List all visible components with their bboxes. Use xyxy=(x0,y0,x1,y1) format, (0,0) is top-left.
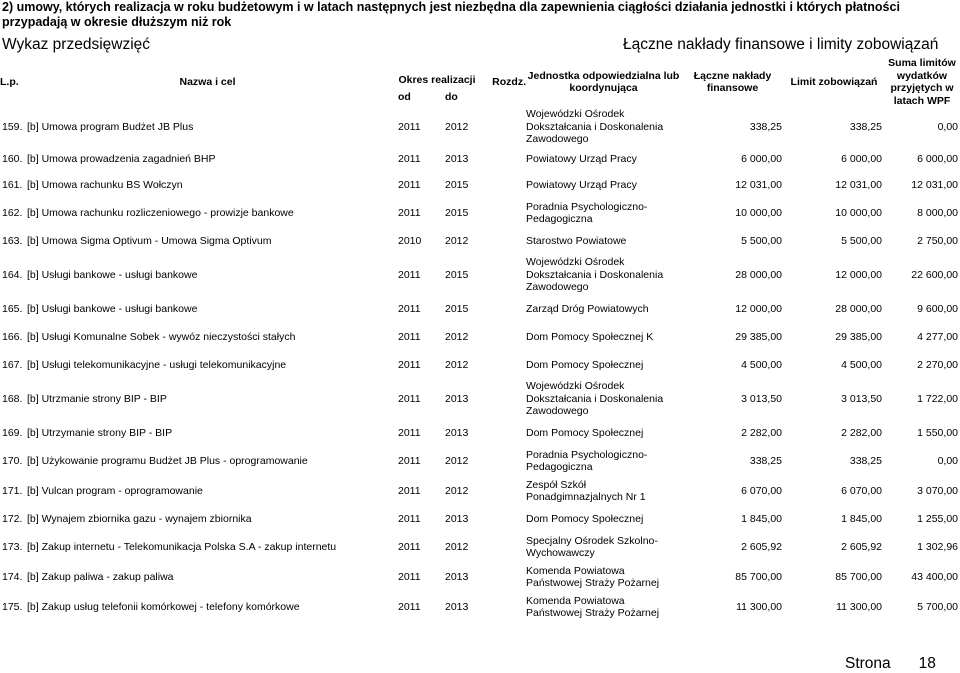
row-limit: 1 845,00 xyxy=(841,513,882,525)
row-limit: 12 000,00 xyxy=(835,269,882,281)
col-unit: Jednostka odpowiedzialna lub koordynująca xyxy=(527,69,680,94)
row-section xyxy=(486,146,526,172)
row-section xyxy=(486,198,526,228)
row-name: [b] Utrzmanie strony BIP - BIP xyxy=(27,393,167,405)
row-lp: 173. xyxy=(2,541,23,553)
row-section xyxy=(486,506,526,532)
row-sum: 43 400,00 xyxy=(911,571,958,583)
row-sum: 4 277,00 xyxy=(917,331,958,343)
table-row xyxy=(0,592,960,622)
row-name: [b] Umowa program Budżet JB Plus xyxy=(27,121,194,133)
row-to: 2012 xyxy=(445,359,469,371)
row-unit: Dom Pomocy Społecznej xyxy=(526,358,644,371)
row-name: [b] Usługi telekomunikacyjne - usługi telekomunikacyjne xyxy=(27,359,287,371)
row-limit: 11 300,00 xyxy=(836,601,882,613)
row-to: 2015 xyxy=(445,303,469,315)
row-total: 5 500,00 xyxy=(741,235,782,247)
table-row xyxy=(0,296,960,322)
table-row xyxy=(0,476,960,506)
row-total: 3 013,50 xyxy=(741,393,782,405)
row-sum: 22 600,00 xyxy=(911,269,958,281)
col-limit: Limit zobowiązań xyxy=(790,75,878,88)
row-section xyxy=(486,532,526,562)
row-name: [b] Umowa rachunku rozliczeniowego - prowizje bankowe xyxy=(27,207,294,219)
table-row xyxy=(0,172,960,198)
row-lp: 161. xyxy=(2,179,23,191)
row-name: [b] Umowa prowadzenia zagadnień BHP xyxy=(27,153,216,165)
row-to: 2013 xyxy=(445,153,469,165)
row-from: 2010 xyxy=(398,235,422,247)
col-total: Łączne nakłady finansowe xyxy=(693,69,772,94)
col-name: Nazwa i cel xyxy=(179,76,236,88)
row-unit: Wojewódzki Ośrodek Dokształcania i Doskonalenia Zawodowego xyxy=(526,256,664,294)
row-section xyxy=(486,562,526,592)
row-total: 10 000,00 xyxy=(735,207,782,219)
row-name: [b] Wynajem zbiornika gazu - wynajem zbiornika xyxy=(27,513,252,525)
row-lp: 160. xyxy=(2,153,23,165)
row-name: [b] Zakup usług telefonii komórkowej - telefony komórkowe xyxy=(27,601,300,613)
table-row xyxy=(0,378,960,420)
row-unit: Dom Pomocy Społecznej xyxy=(526,512,644,525)
col-to: do xyxy=(445,91,458,103)
row-section xyxy=(486,254,526,296)
row-lp: 165. xyxy=(2,303,23,315)
row-sum: 1 255,00 xyxy=(917,513,958,525)
row-sum: 8 000,00 xyxy=(917,207,958,219)
row-to: 2013 xyxy=(445,513,469,525)
row-lp: 163. xyxy=(2,235,23,247)
row-limit: 29 385,00 xyxy=(835,331,882,343)
row-total: 6 070,00 xyxy=(741,485,782,497)
row-name: [b] Umowa Sigma Optivum - Umowa Sigma Optivum xyxy=(27,235,272,247)
row-sum: 12 031,00 xyxy=(911,179,958,191)
row-from: 2011 xyxy=(398,207,421,219)
row-from: 2011 xyxy=(398,541,421,553)
row-from: 2011 xyxy=(398,485,421,497)
row-sum: 9 600,00 xyxy=(917,303,958,315)
row-from: 2011 xyxy=(398,153,421,165)
row-section xyxy=(486,322,526,352)
row-unit: Zespół Szkół Ponadgimnazjalnych Nr 1 xyxy=(526,478,646,503)
row-section xyxy=(486,296,526,322)
row-total: 12 031,00 xyxy=(735,179,782,191)
row-from: 2011 xyxy=(398,121,421,133)
table-row xyxy=(0,146,960,172)
row-to: 2012 xyxy=(445,541,469,553)
row-section xyxy=(486,108,526,146)
row-sum: 1 302,96 xyxy=(917,541,958,553)
row-to: 2015 xyxy=(445,207,469,219)
row-from: 2011 xyxy=(398,303,421,315)
row-lp: 162. xyxy=(2,207,23,219)
table-row xyxy=(0,198,960,228)
row-section xyxy=(486,592,526,622)
footer-label: Strona xyxy=(845,655,891,672)
row-total: 2 605,92 xyxy=(741,541,782,553)
row-from: 2011 xyxy=(398,269,421,281)
row-limit: 4 500,00 xyxy=(841,359,882,371)
row-unit: Dom Pomocy Społecznej xyxy=(526,426,644,439)
row-to: 2012 xyxy=(445,455,469,467)
table-row xyxy=(0,108,960,146)
row-sum: 0,00 xyxy=(937,121,958,133)
row-unit: Powiatowy Urząd Pracy xyxy=(526,178,637,191)
row-sum: 6 000,00 xyxy=(917,153,958,165)
page-footer xyxy=(845,655,936,673)
table-row xyxy=(0,506,960,532)
row-unit: Wojewódzki Ośrodek Dokształcania i Doskonalenia Zawodowego xyxy=(526,380,664,418)
row-limit: 338,25 xyxy=(849,121,882,133)
row-limit: 28 000,00 xyxy=(835,303,882,315)
row-lp: 164. xyxy=(2,269,23,281)
row-unit: Poradnia Psychologiczno-Pedagogiczna xyxy=(526,448,648,473)
row-to: 2013 xyxy=(445,601,469,613)
row-to: 2013 xyxy=(445,571,469,583)
col-period: Okres realizacji xyxy=(398,74,476,86)
row-from: 2011 xyxy=(398,513,421,525)
row-limit: 338,25 xyxy=(849,455,882,467)
row-name: [b] Usługi bankowe - usługi bankowe xyxy=(27,269,198,281)
row-total: 2 282,00 xyxy=(741,427,782,439)
row-section xyxy=(486,228,526,254)
table-row xyxy=(0,352,960,378)
table-row xyxy=(0,446,960,476)
row-section xyxy=(486,420,526,446)
row-total: 29 385,00 xyxy=(735,331,782,343)
row-total: 338,25 xyxy=(749,455,782,467)
row-limit: 3 013,50 xyxy=(841,393,882,405)
col-sum: Suma limitów wydatków przyjętych w latach WPF xyxy=(888,57,956,107)
row-limit: 10 000,00 xyxy=(835,207,882,219)
row-total: 11 300,00 xyxy=(736,601,782,613)
row-name: [b] Użykowanie programu Budżet JB Plus - oprogramowanie xyxy=(27,455,308,467)
row-limit: 2 605,92 xyxy=(841,541,882,553)
row-from: 2011 xyxy=(398,393,421,405)
row-lp: 172. xyxy=(2,513,23,525)
heading-projects: Wykaz przedsięwzięć xyxy=(2,36,151,53)
table-row xyxy=(0,322,960,352)
col-lp: L.p. xyxy=(0,76,19,88)
row-from: 2011 xyxy=(398,359,421,371)
row-lp: 170. xyxy=(2,455,23,467)
table-row xyxy=(0,562,960,592)
row-to: 2015 xyxy=(445,179,469,191)
header-row-1 xyxy=(0,56,960,86)
row-unit: Specjalny Ośrodek Szkolno-Wychowawczy xyxy=(526,534,658,559)
row-unit: Komenda Powiatowa Państwowej Straży Pożarnej xyxy=(526,564,660,589)
row-total: 6 000,00 xyxy=(741,153,782,165)
table-row xyxy=(0,228,960,254)
row-sum: 5 700,00 xyxy=(917,601,958,613)
row-from: 2011 xyxy=(398,601,421,613)
row-lp: 166. xyxy=(2,331,23,343)
row-lp: 175. xyxy=(2,601,23,613)
row-to: 2012 xyxy=(445,485,469,497)
heading-totals: Łączne nakłady finansowe i limity zobowiązań xyxy=(623,36,939,53)
row-section xyxy=(486,352,526,378)
row-total: 85 700,00 xyxy=(735,571,782,583)
row-sum: 0,00 xyxy=(937,455,958,467)
row-from: 2011 xyxy=(398,427,421,439)
row-limit: 2 282,00 xyxy=(841,427,882,439)
table-row xyxy=(0,254,960,296)
row-unit: Powiatowy Urząd Pracy xyxy=(526,152,637,165)
intro-text: 2) umowy, których realizacja w roku budżetowym i w latach następnych jest niezbędna dla zapewnienia ciągłości działania jednostki i których płatności przypadają w okresie dłuższym niż rok xyxy=(2,0,900,29)
row-from: 2011 xyxy=(398,331,421,343)
table-row xyxy=(0,532,960,562)
row-total: 1 845,00 xyxy=(741,513,782,525)
row-limit: 85 700,00 xyxy=(835,571,882,583)
row-unit: Poradnia Psychologiczno-Pedagogiczna xyxy=(526,200,648,225)
row-limit: 12 031,00 xyxy=(835,179,882,191)
row-lp: 159. xyxy=(2,121,23,133)
row-to: 2012 xyxy=(445,121,469,133)
row-total: 338,25 xyxy=(749,121,782,133)
row-section xyxy=(486,172,526,198)
row-unit: Komenda Powiatowa Państwowej Straży Pożarnej xyxy=(526,594,660,619)
row-name: [b] Utrzymanie strony BIP - BIP xyxy=(27,427,173,439)
row-name: [b] Umowa rachunku BS Wołczyn xyxy=(27,179,183,191)
row-sum: 2 270,00 xyxy=(917,359,958,371)
row-section xyxy=(486,446,526,476)
row-from: 2011 xyxy=(398,455,421,467)
row-limit: 5 500,00 xyxy=(841,235,882,247)
col-section: Rozdz. xyxy=(492,76,526,88)
projects-table xyxy=(0,56,960,622)
row-section xyxy=(486,378,526,420)
row-lp: 168. xyxy=(2,393,23,405)
row-to: 2012 xyxy=(445,331,469,343)
table-row xyxy=(0,420,960,446)
row-sum: 1 722,00 xyxy=(917,393,958,405)
row-name: [b] Zakup paliwa - zakup paliwa xyxy=(27,571,174,583)
row-to: 2015 xyxy=(445,269,469,281)
row-lp: 167. xyxy=(2,359,23,371)
row-sum: 1 550,00 xyxy=(917,427,958,439)
row-name: [b] Usługi Komunalne Sobek - wywóz nieczystości stałych xyxy=(27,331,296,343)
row-limit: 6 000,00 xyxy=(841,153,882,165)
row-sum: 2 750,00 xyxy=(917,235,958,247)
row-total: 4 500,00 xyxy=(741,359,782,371)
row-from: 2011 xyxy=(398,179,421,191)
row-unit: Zarząd Dróg Powiatowych xyxy=(526,302,649,315)
row-lp: 169. xyxy=(2,427,23,439)
row-unit: Starostwo Powiatowe xyxy=(526,234,627,247)
row-section xyxy=(486,476,526,506)
row-name: [b] Zakup internetu - Telekomunikacja Polska S.A - zakup internetu xyxy=(27,541,337,553)
row-unit: Wojewódzki Ośrodek Dokształcania i Doskonalenia Zawodowego xyxy=(526,108,664,146)
row-limit: 6 070,00 xyxy=(841,485,882,497)
row-name: [b] Usługi bankowe - usługi bankowe xyxy=(27,303,198,315)
row-total: 12 000,00 xyxy=(735,303,782,315)
row-to: 2013 xyxy=(445,427,469,439)
row-from: 2011 xyxy=(398,571,421,583)
page-number: 18 xyxy=(918,655,936,672)
row-name: [b] Vulcan program - oprogramowanie xyxy=(27,485,203,497)
row-lp: 174. xyxy=(2,571,23,583)
row-lp: 171. xyxy=(2,485,23,497)
row-to: 2013 xyxy=(445,393,469,405)
row-sum: 3 070,00 xyxy=(917,485,958,497)
row-to: 2012 xyxy=(445,235,469,247)
row-total: 28 000,00 xyxy=(735,269,782,281)
col-from: od xyxy=(398,91,411,103)
row-unit: Dom Pomocy Społecznej K xyxy=(526,330,654,343)
